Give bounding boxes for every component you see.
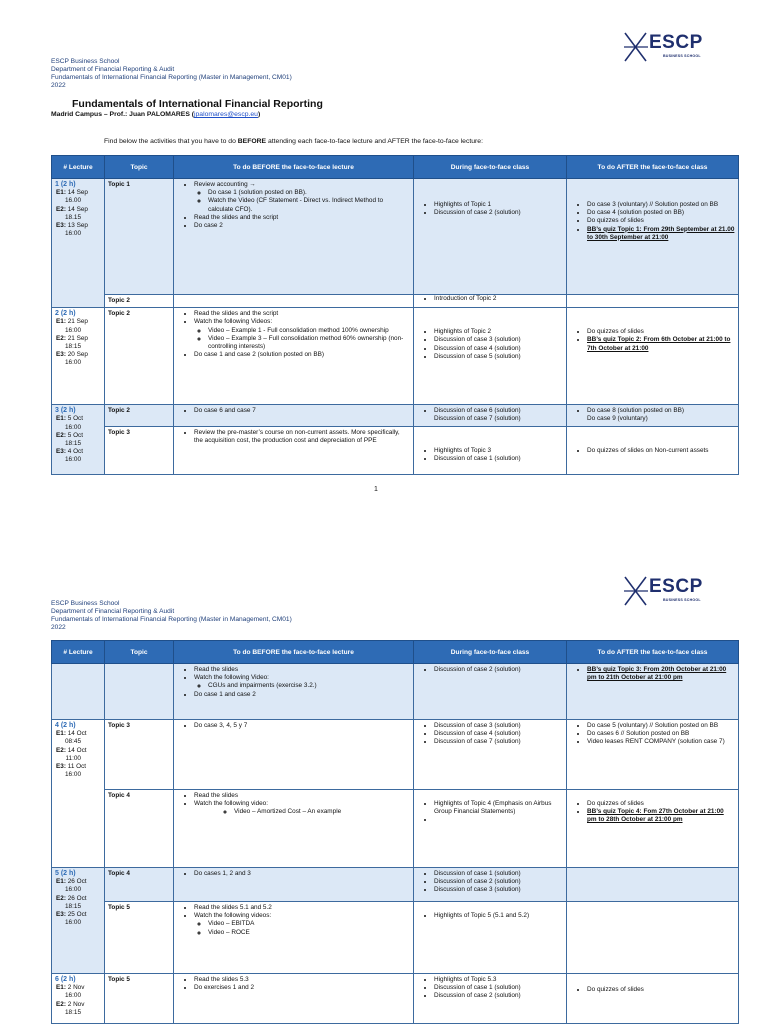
program-name: Fundamentals of International Financial Reporting (Master in Management, CM01)	[51, 616, 292, 624]
table-row	[52, 720, 739, 790]
after-cell: • Do quizzes of slides on Non-current assets	[567, 427, 739, 475]
schedule-table	[51, 640, 739, 1024]
escp-star-icon	[622, 574, 652, 608]
after-cell: • Do quizzes of slides • BB’s quiz Topic 4: Fom 27th October at 21:00 pm to 28th October at 21:00 pm	[567, 790, 739, 868]
lecture-cell	[52, 179, 105, 308]
before-cell: • Read the slides 5.1 and 5.2 • Watch the following videos: ◦ Video – EBITDA ◦ Video – ROCE	[174, 902, 414, 974]
topic-cell: Topic 4	[105, 868, 174, 902]
lecture-cell: 4 (2 h) E1: 14 Oct 08:45 E2: 14 Oct 11:00 E3: 11 Oct 16:00	[52, 720, 105, 868]
after-cell	[567, 902, 739, 974]
after-cell	[567, 868, 739, 902]
header-lecture: # Lecture	[52, 156, 105, 179]
intro-text	[104, 138, 483, 145]
after-cell: • Do quizzes of slides • BB’s quiz Topic 2: From 6th October at 21:00 to 7th October at 21:00	[567, 308, 739, 405]
school-name: ESCP Business School	[51, 58, 120, 65]
campus-text: Madrid Campus – Prof.: Juan PALOMARES (	[51, 111, 194, 118]
session-e1: E1: 14 Sep 16.00	[56, 189, 88, 205]
lecture-cell: 5 (2 h) E1: 26 Oct 16:00 E2: 26 Oct 18:15 E3: 25 Oct 16:00	[52, 868, 105, 974]
department-name: Department of Financial Reporting & Audit	[51, 608, 175, 616]
logo-word: ESCP	[649, 576, 703, 597]
header-before: To do BEFORE the face-to-face lecture	[174, 641, 414, 664]
before-cell: • Do case 3, 4, 5 y 7	[174, 720, 414, 790]
topic-cell: Topic 3	[105, 720, 174, 790]
topic-cell	[105, 664, 174, 720]
escp-star-icon	[622, 30, 652, 64]
table-header-row	[52, 156, 739, 179]
during-cell: • Highlights of Topic 4 (Emphasis on Airbus Group Financial Statements) •	[414, 790, 567, 868]
after-cell: • Do case 5 (voluntary) // Solution posted on BB • Do cases 6 // Solution posted on BB • Video leases RENT COMPANY (solution case 7)	[567, 720, 739, 790]
after-cell: • Do case 3 (voluntary) // Solution posted on BB • Do case 4 (solution posted on BB) • Do quizzes of slides • BB’s quiz Topic 1: From 29th September at 21.00 to 30th September at 21:00	[567, 179, 739, 295]
topic-cell: Topic 2	[105, 295, 174, 308]
table-row	[52, 427, 739, 475]
lecture-cell: 6 (2 h) E1: 2 Nov 16:00 E2: 2 Nov 18:15	[52, 974, 105, 1024]
during-cell: • Introduction of Topic 2	[414, 295, 567, 308]
escp-logo	[622, 30, 712, 62]
intro-post: attending each face-to-face lecture and AFTER the face-to-face lecture:	[266, 138, 483, 145]
after-cell	[567, 295, 739, 308]
during-cell: • Highlights of Topic 3 • Discussion of case 1 (solution)	[414, 427, 567, 475]
document-page-2	[0, 560, 768, 1024]
after-cell: • BB’s quiz Topic 3: From 20th October at 21:00 pm to 21th October at 21:00 pm	[567, 664, 739, 720]
logo-word: ESCP	[649, 32, 703, 53]
before-cell: • Do cases 1, 2 and 3	[174, 868, 414, 902]
header-topic: Topic	[105, 641, 174, 664]
topic-cell: Topic 4	[105, 790, 174, 868]
table-row	[52, 308, 739, 405]
schedule-table	[51, 155, 739, 475]
before-cell: • Review accounting → ◦ Do case 1 (solution posted on BB). ◦ Watch the Video (CF Statement - Direct vs. Indirect Method to calculate CFO). • Read the slides and the script • Do case 2	[174, 179, 414, 295]
table-row	[52, 664, 739, 720]
lecture-cell	[52, 664, 105, 720]
during-cell: • Discussion of case 2 (solution)	[414, 664, 567, 720]
year: 2022	[51, 82, 66, 90]
campus-line	[51, 111, 260, 118]
header-during: During face-to-face class	[414, 641, 567, 664]
after-cell: • Do case 8 (solution posted on BB) Do case 9 (voluntary)	[567, 405, 739, 427]
campus-end: )	[257, 111, 261, 118]
school-name: ESCP Business School	[51, 600, 120, 607]
table-row	[52, 790, 739, 868]
before-cell: • Read the slides • Watch the following video: ◦ Video – Amortized Cost – An example	[174, 790, 414, 868]
before-cell	[174, 295, 414, 308]
during-cell: • Highlights of Topic 1 • Discussion of case 2 (solution)	[414, 179, 567, 295]
lecture-number: 1 (2 h)	[55, 181, 76, 188]
topic-cell: Topic 3	[105, 427, 174, 475]
table-row	[52, 295, 739, 308]
table-header-row	[52, 641, 739, 664]
logo-subtitle: BUSINESS SCHOOL	[663, 598, 701, 602]
during-cell: • Highlights of Topic 5 (5.1 and 5.2)	[414, 902, 567, 974]
document-header	[51, 58, 292, 90]
escp-logo	[622, 574, 712, 606]
table-row	[52, 868, 739, 902]
document-page-1	[0, 0, 768, 500]
lecture-cell: 3 (2 h) E1: 5 Oct 16:00 E2: 5 Oct 18:15 E3: 4 Oct 16:00	[52, 405, 105, 475]
before-cell: • Read the slides and the script • Watch the following Videos: ◦ Video – Example 1 - Full consolidation method 100% ownership ◦ Video – Example 3 – Full consolidation method 60% ownership (non-controlling interests) • Do case 1 and case 2 (solution posted on BB)	[174, 308, 414, 405]
during-cell: • Highlights of Topic 5.3 • Discussion of case 1 (solution) • Discussion of case 2 (solution)	[414, 974, 567, 1024]
table-row	[52, 974, 739, 1024]
during-cell: • Discussion of case 1 (solution) • Discussion of case 2 (solution) • Discussion of case 3 (solution)	[414, 868, 567, 902]
header-after: To do AFTER the face-to-face class	[567, 641, 739, 664]
page-number: 1	[374, 486, 378, 493]
during-cell: • Discussion of case 3 (solution) • Discussion of case 4 (solution) • Discussion of case 7 (solution)	[414, 720, 567, 790]
topic-cell: Topic 1	[105, 179, 174, 295]
topic-cell: Topic 5	[105, 974, 174, 1024]
header-during: During face-to-face class	[414, 156, 567, 179]
program-name: Fundamentals of International Financial Reporting (Master in Management, CM01)	[51, 74, 292, 82]
topic-cell: Topic 2	[105, 405, 174, 427]
session-e3: E3: 13 Sep 16:00	[56, 222, 88, 238]
header-topic: Topic	[105, 156, 174, 179]
during-cell: • Discussion of case 6 (solution) Discussion of case 7 (solution)	[414, 405, 567, 427]
table-row	[52, 405, 739, 427]
department-name: Department of Financial Reporting & Audit	[51, 66, 175, 74]
before-cell: • Do case 6 and case 7	[174, 405, 414, 427]
lecture-cell: 2 (2 h) E1: 21 Sep 16:00 E2: 21 Sep 18:15 E3: 20 Sep 16:00	[52, 308, 105, 405]
intro-bold: BEFORE	[237, 138, 267, 145]
before-cell: • Read the slides 5.3 • Do exercises 1 and 2	[174, 974, 414, 1024]
header-after: To do AFTER the face-to-face class	[567, 156, 739, 179]
course-title: Fundamentals of International Financial Reporting	[72, 98, 323, 110]
during-cell: • Highlights of Topic 2 • Discussion of case 3 (solution) • Discussion of case 4 (solution) • Discussion of case 5 (solution)	[414, 308, 567, 405]
before-cell: • Read the slides • Watch the following Video: ◦ CGUs and impairments (exercise 3.2.) • Do case 1 and case 2	[174, 664, 414, 720]
intro-pre: Find below the activities that you have to do	[104, 138, 238, 145]
logo-subtitle: BUSINESS SCHOOL	[663, 54, 701, 58]
after-cell: • Do quizzes of slides	[567, 974, 739, 1024]
professor-email-link[interactable]: jpalomares@escp.eu	[194, 111, 258, 118]
table-row	[52, 179, 739, 295]
document-header	[51, 600, 292, 632]
year: 2022	[51, 624, 66, 632]
header-lecture: # Lecture	[52, 641, 105, 664]
session-e2: E2: 14 Sep 18.15	[56, 205, 88, 221]
header-before: To do BEFORE the face-to-face lecture	[174, 156, 414, 179]
before-cell: • Review the pre-master’s course on non-current assets. More specifically, the acquisition cost, the production cost and depreciation of PPE	[174, 427, 414, 475]
table-row	[52, 902, 739, 974]
topic-cell: Topic 2	[105, 308, 174, 405]
topic-cell: Topic 5	[105, 902, 174, 974]
